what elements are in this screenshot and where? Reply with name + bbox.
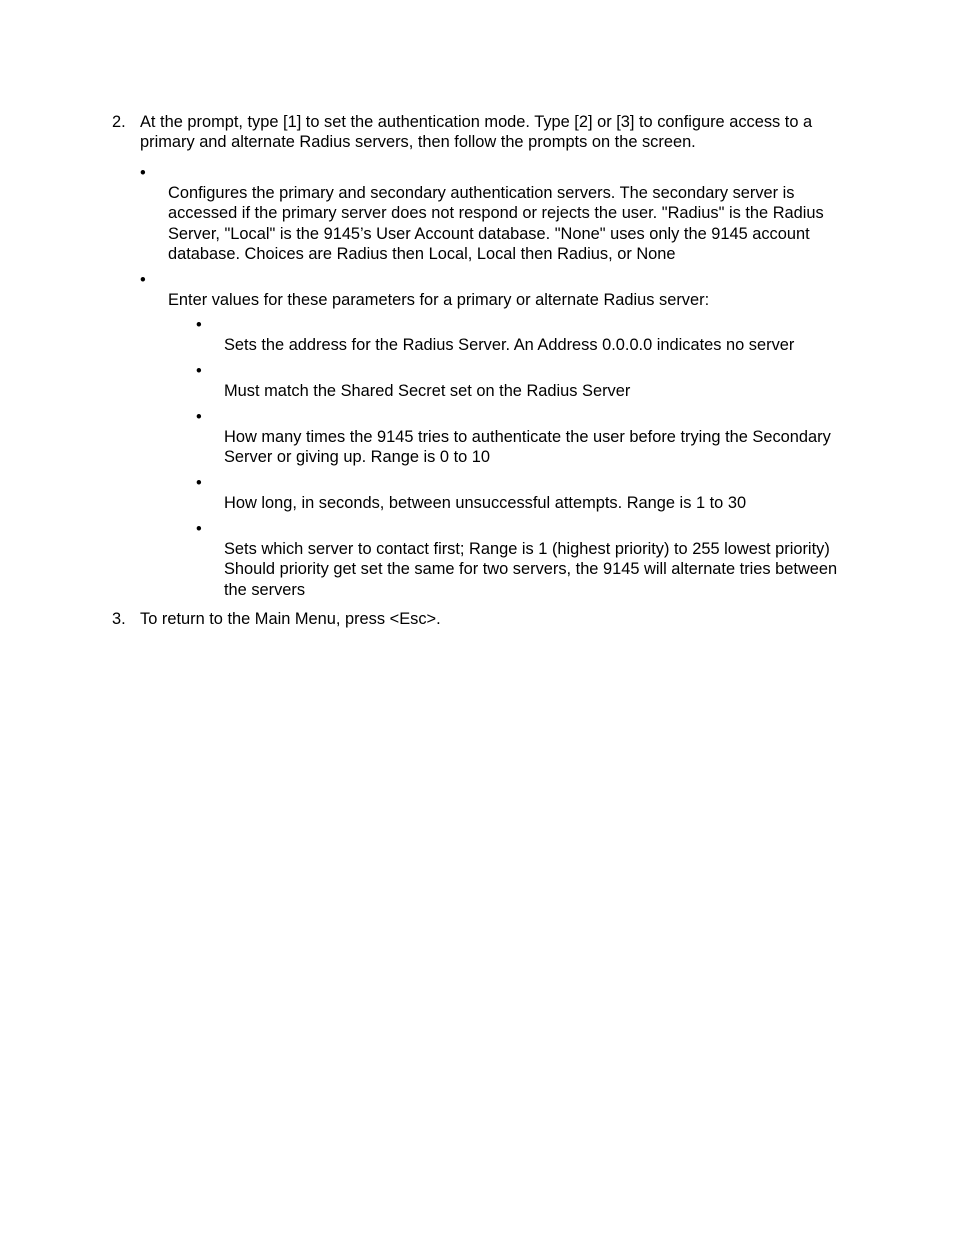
bullet-icon: •: [196, 474, 202, 492]
bullet-text: How long, in seconds, between unsuccessful attempts. Range is 1 to 30: [224, 494, 747, 512]
bullet-text: Sets which server to contact first; Range is 1 (highest priority) to 255 lowest priority) Should priority get set the same for two servers, the 9145 will alternate tries between the servers: [224, 540, 838, 599]
bullet-icon: •: [196, 362, 202, 380]
step-number: 3.: [112, 610, 126, 628]
bullet-text: How many times the 9145 tries to authenticate the user before trying the Secondary Server or giving up. Range is 0 to 10: [224, 428, 831, 467]
bullet-text: Must match the Shared Secret set on the Radius Server: [224, 382, 631, 400]
bullet-text: Configures the primary and secondary authentication servers. The secondary server is accessed if the primary server does not respond or rejects the user. "Radius" is the Radius Server, "Local" is the 9145’s User Account database. "None" uses only the 9145 account database. Choices are Radius then Local, Local then Radius, or None: [168, 184, 824, 263]
bullet-icon: •: [196, 520, 202, 538]
bullet-text: Enter values for these parameters for a primary or alternate Radius server:: [168, 291, 710, 309]
step-text: To return to the Main Menu, press <Esc>.: [140, 610, 441, 628]
bullet-icon: •: [140, 164, 146, 182]
bullet-icon: •: [196, 316, 202, 334]
step-text: At the prompt, type [1] to set the authentication mode. Type [2] or [3] to configure access to a primary and alternate Radius servers, then follow the prompts on the screen.: [140, 113, 813, 152]
bullet-icon: •: [140, 271, 146, 289]
step-number: 2.: [112, 113, 126, 131]
bullet-icon: •: [196, 408, 202, 426]
bullet-text: Sets the address for the Radius Server. An Address 0.0.0.0 indicates no server: [224, 336, 795, 354]
